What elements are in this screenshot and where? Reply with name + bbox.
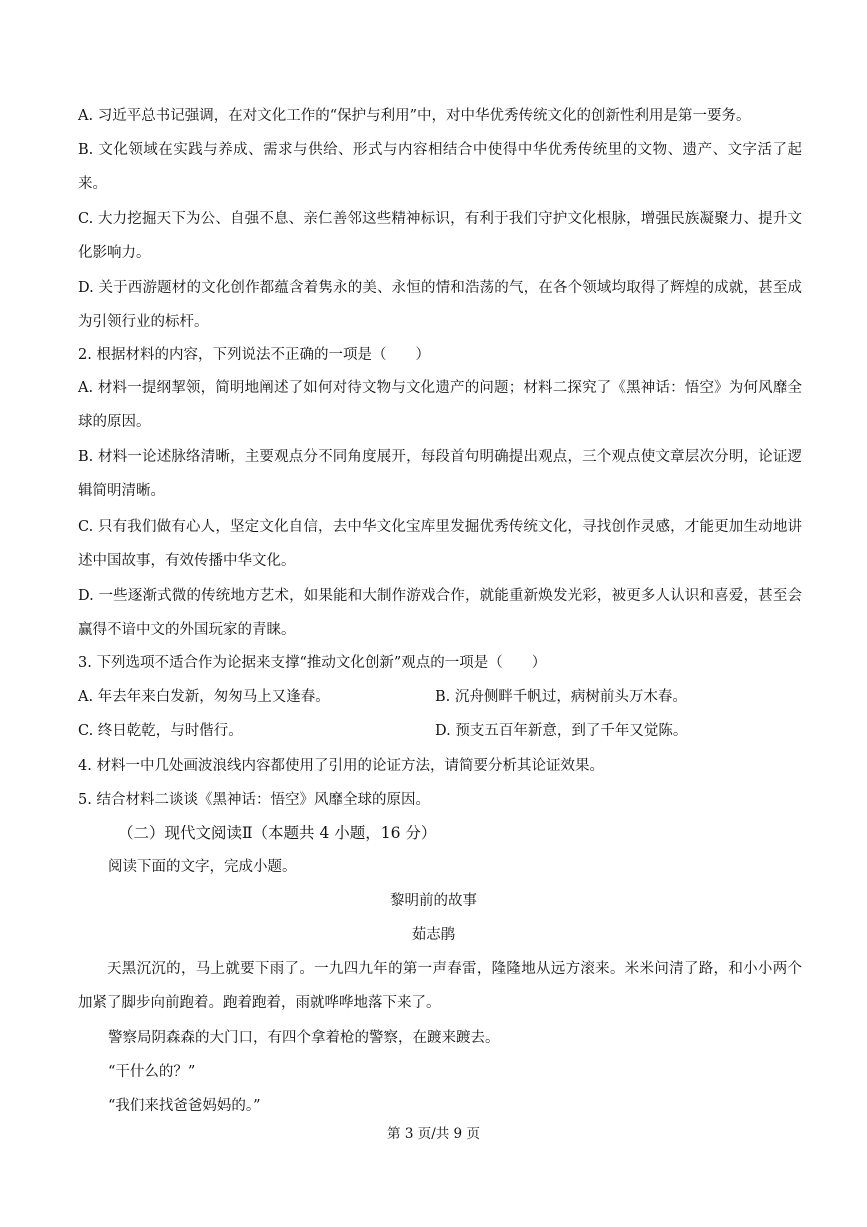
- story-author: 茹志鹃: [411, 927, 456, 943]
- q5-stem: 5. 结合材料二谈谈《黑神话：悟空》风靡全球的原因。: [78, 792, 430, 808]
- q1-option-a: A. 习近平总书记强调，在对文化工作的“保护与利用”中，对中华优秀传统文化的创新性利用是第一要务。: [78, 108, 751, 124]
- story-dialogue-2: “我们来找爸爸妈妈的。”: [108, 1098, 261, 1114]
- q4-stem: 4. 材料一中几处画波浪线内容都使用了引用的论证方法，请简要分析其论证效果。: [78, 758, 604, 774]
- q2-stem: 2. 根据材料的内容，下列说法不正确的一项是（ ）: [78, 347, 430, 363]
- q3-option-a: A. 年去年来白发新，匆匆马上又逢春。: [78, 689, 330, 705]
- q1-option-c: C. 大力挖掘天下为公、自强不息、亲仁善邻这些精神标识，有利于我们守护文化根脉，增强民族凝聚力、提升文化影响力。: [78, 211, 802, 261]
- section-title: （二）现代文阅读Ⅱ（本题共 4 小题，16 分）: [118, 824, 437, 842]
- story-dialogue-1: “干什么的？”: [108, 1064, 196, 1080]
- story-paragraph-1: 天黑沉沉的，马上就要下雨了。一九四九年的第一声春雷，隆隆地从远方滚来。米米问清了路，和小小两个加紧了脚步向前跑着。跑着跑着，雨就哗哗地落下来了。: [78, 961, 802, 1011]
- q2-option-c: C. 只有我们做有心人，坚定文化自信，去中华文化宝库里发掘优秀传统文化，寻找创作灵感，才能更加生动地讲述中国故事，有效传播中华文化。: [78, 519, 802, 569]
- q2-option-b: B. 材料一论述脉络清晰，主要观点分不同角度展开，每段首句明确提出观点，三个观点使文章层次分明，论证逻辑简明清晰。: [78, 449, 802, 499]
- q3-option-c: C. 终日乾乾，与时偕行。: [78, 723, 243, 739]
- story-paragraph-2: 警察局阴森森的大门口，有四个拿着枪的警察，在踱来踱去。: [108, 1030, 500, 1046]
- q3-option-b: B. 沉舟侧畔千帆过，病树前头万木春。: [435, 689, 687, 705]
- q2-option-d: D. 一些逐渐式微的传统地方艺术，如果能和大制作游戏合作，就能重新焕发光彩，被更多人认识和喜爱，甚至会赢得不谙中文的外国玩家的青睐。: [78, 588, 802, 638]
- q3-option-d: D. 预支五百年新意，到了千年又觉陈。: [435, 723, 688, 739]
- page-footer: 第 3 页/共 9 页: [387, 1126, 480, 1142]
- q1-option-d: D. 关于西游题材的文化创作都蕴含着隽永的美、永恒的情和浩荡的气，在各个领域均取得了辉煌的成就，甚至成为引领行业的标杆。: [78, 280, 802, 330]
- story-title: 黎明前的故事: [390, 893, 477, 909]
- q1-option-b: B. 文化领域在实践与养成、需求与供给、形式与内容相结合中使得中华优秀传统里的文物、遗产、文字活了起来。: [78, 142, 802, 192]
- q2-option-a: A. 材料一提纲挈领，简明地阐述了如何对待文物与文化遗产的问题；材料二探究了《黑神话：悟空》为何风靡全球的原因。: [78, 380, 802, 430]
- q3-stem: 3. 下列选项不适合作为论据来支撑“推动文化创新”观点的一项是（ ）: [78, 655, 547, 671]
- instruction: 阅读下面的文字，完成小题。: [108, 859, 297, 875]
